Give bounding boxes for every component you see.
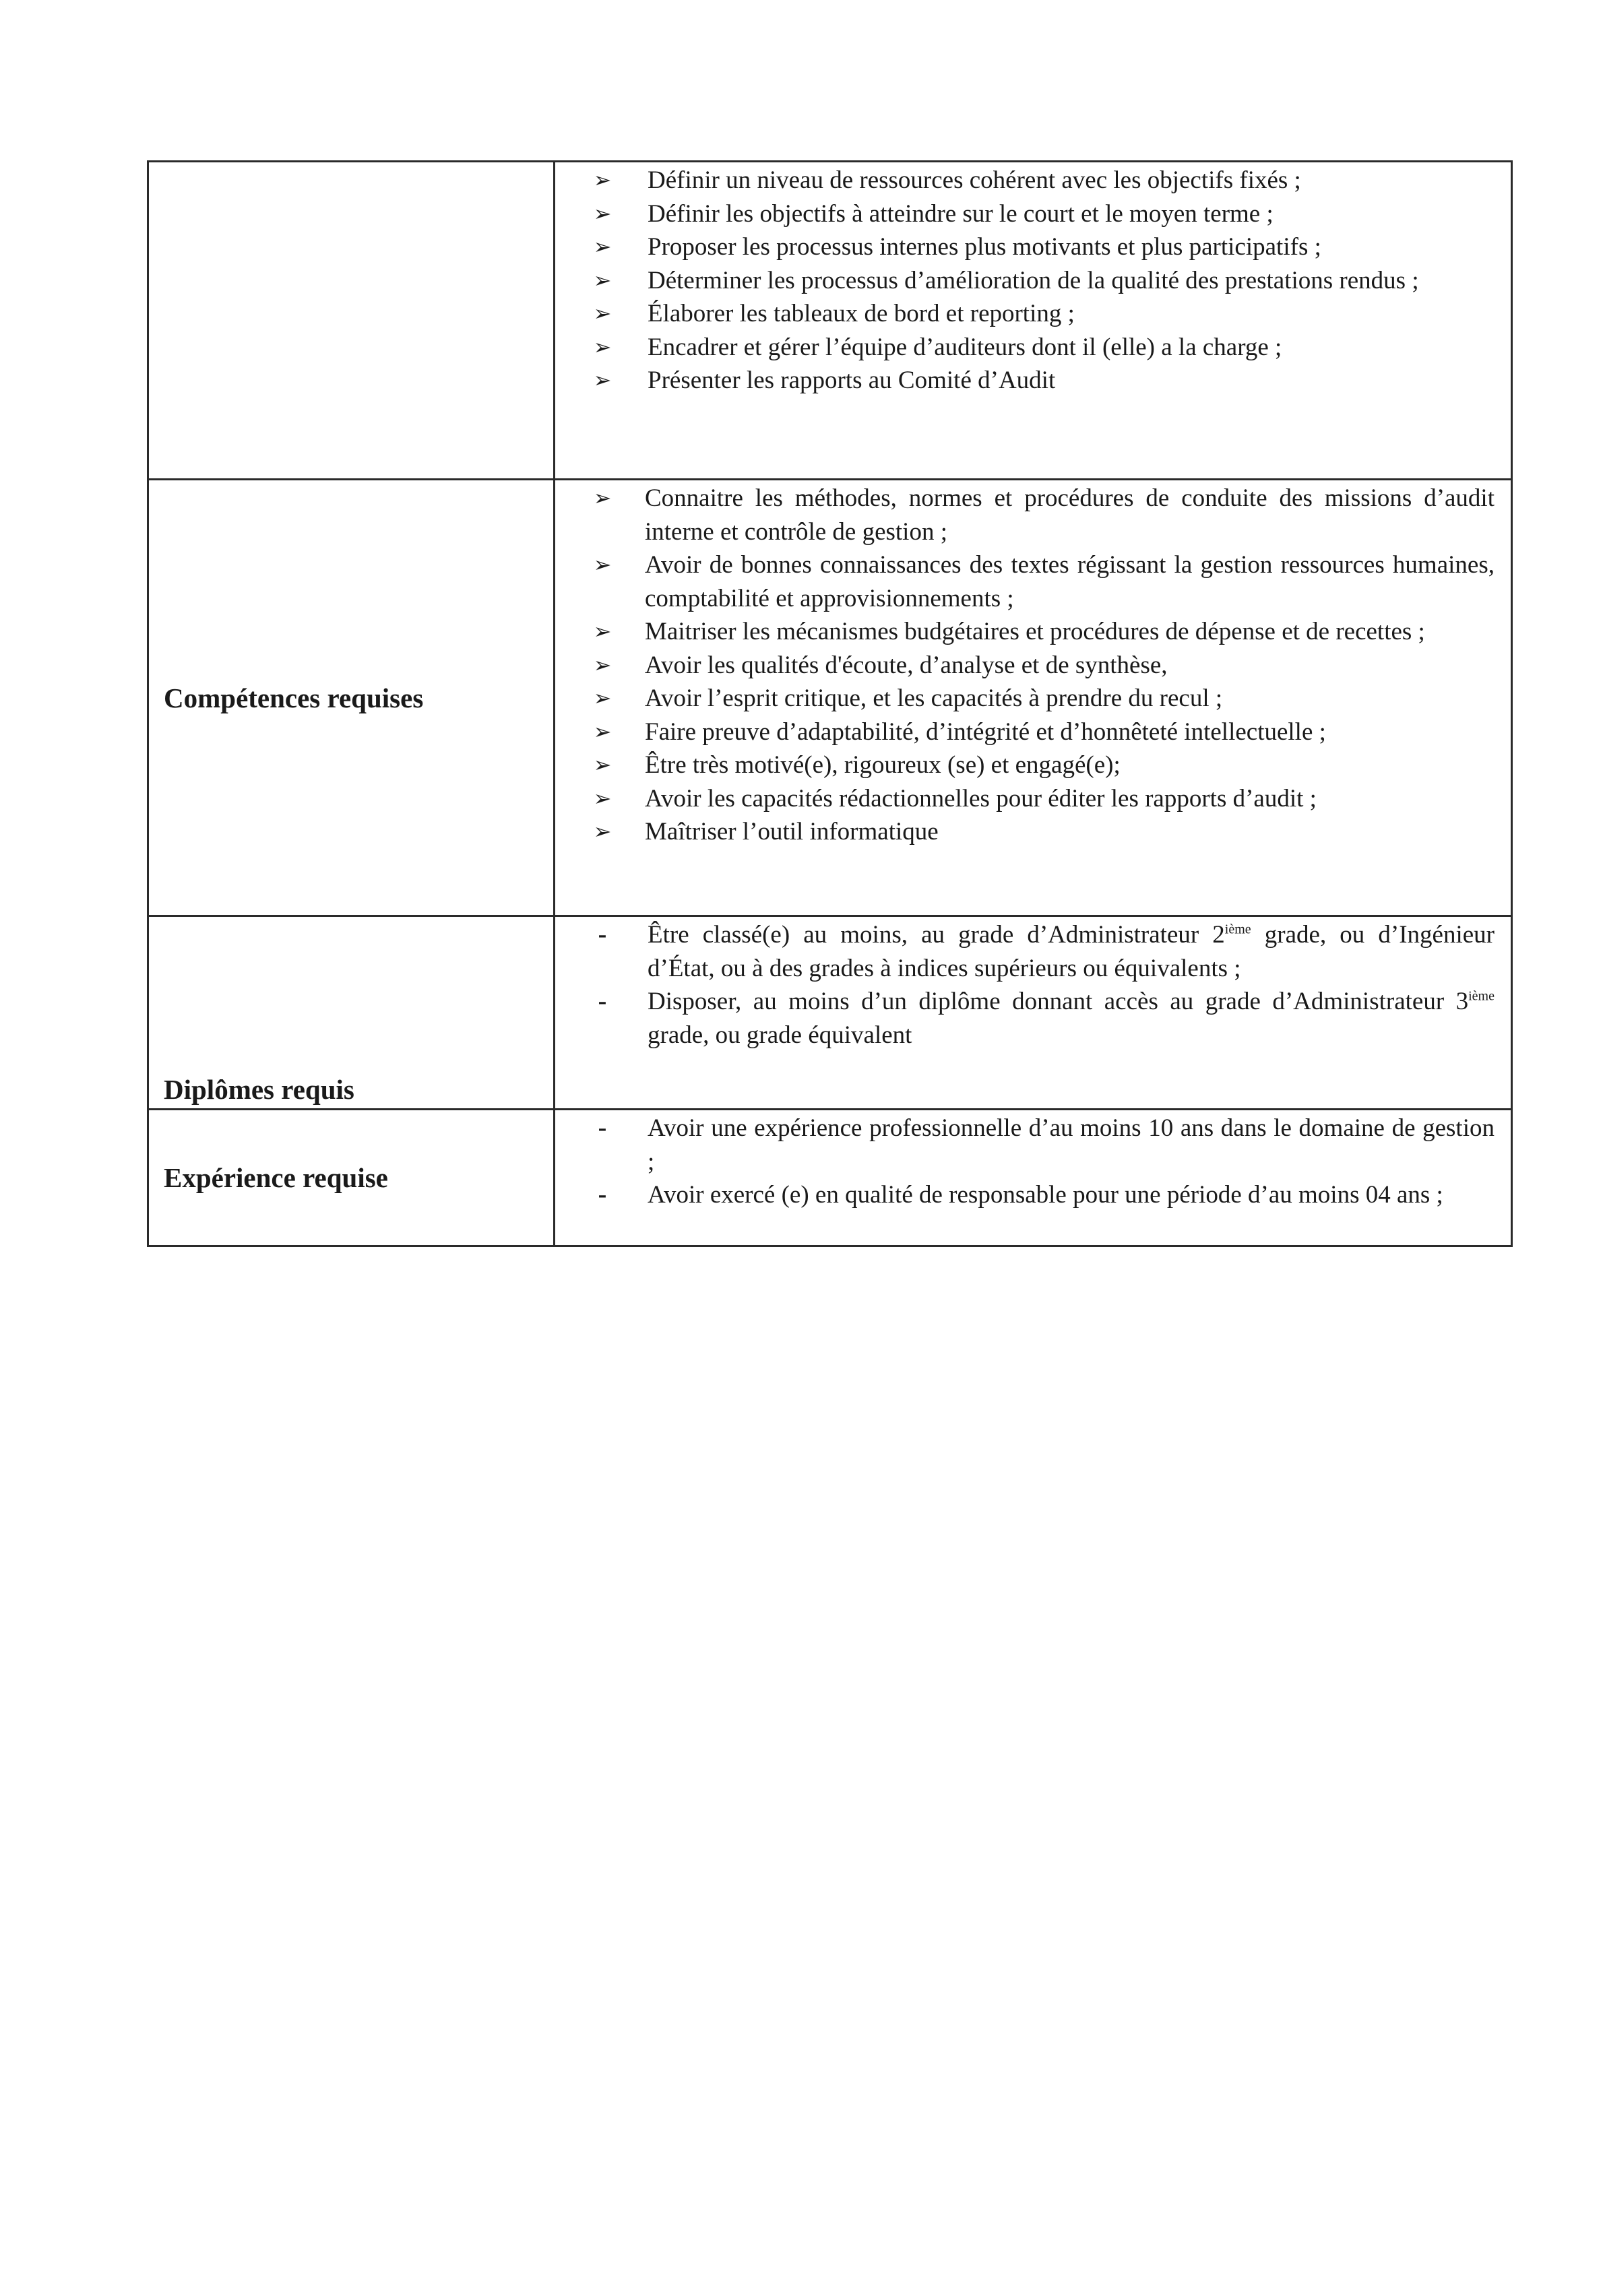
dash-bullet-icon: - <box>598 1114 607 1142</box>
arrow-bullet-icon: ➢ <box>593 785 612 811</box>
arrow-bullet-icon: ➢ <box>593 300 612 326</box>
list-item: - Être classé(e) au moins, au grade d’Administrateur 2ième grade, ou d’Ingénieur d’État, ou à des grades à indices supérieurs ou équivalents ; <box>555 918 1495 985</box>
arrow-bullet-icon: ➢ <box>593 367 612 393</box>
list-item: - Avoir une expérience professionnelle d’au moins 10 ans dans le domaine de gestion ; <box>555 1112 1495 1178</box>
list-item: ➢ Définir un niveau de ressources cohérent avec les objectifs fixés ; <box>555 164 1495 197</box>
list-item: ➢ Encadrer et gérer l’équipe d’auditeurs dont il (elle) a la charge ; <box>555 331 1495 364</box>
experience-label: Expérience requise <box>148 1110 555 1246</box>
arrow-bullet-icon: ➢ <box>593 485 612 511</box>
row-content-experience <box>555 1110 1512 1246</box>
table-row-diplomes <box>148 916 1512 1110</box>
list-item: ➢ Maitriser les mécanismes budgétaires et procédures de dépense et de recettes ; <box>555 615 1495 649</box>
dash-bullet-icon: - <box>598 987 607 1015</box>
arrow-bullet-icon: ➢ <box>593 552 612 577</box>
list-item: ➢ Connaitre les méthodes, normes et procédures de conduite des missions d’audit interne et contrôle de gestion ; <box>555 482 1495 548</box>
competences-list <box>555 480 1511 849</box>
list-item: ➢ Avoir de bonnes connaissances des textes régissant la gestion ressources humaines, comptabilité et approvisionnements ; <box>555 548 1495 615</box>
list-item: - Disposer, au moins d’un diplôme donnant accès au grade d’Administrateur 3ième grade, ou grade équivalent <box>555 985 1495 1052</box>
list-item: ➢ Maîtriser l’outil informatique <box>555 815 1495 849</box>
list-item: ➢ Déterminer les processus d’amélioration de la qualité des prestations rendus ; <box>555 264 1495 298</box>
arrow-bullet-icon: ➢ <box>593 167 612 193</box>
arrow-bullet-icon: ➢ <box>593 651 612 678</box>
arrow-bullet-icon: ➢ <box>593 200 612 226</box>
arrow-bullet-icon: ➢ <box>593 234 612 259</box>
diplomes-list <box>555 917 1511 1052</box>
list-item: ➢ Présenter les rapports au Comité d’Audit <box>555 364 1495 397</box>
table-row-experience <box>148 1110 1512 1246</box>
arrow-bullet-icon: ➢ <box>593 618 612 644</box>
arrow-bullet-icon: ➢ <box>593 333 612 360</box>
list-item: - Avoir exercé (e) en qualité de responsable pour une période d’au moins 04 ans ; <box>555 1178 1495 1212</box>
arrow-bullet-icon: ➢ <box>593 718 612 744</box>
arrow-bullet-icon: ➢ <box>593 752 612 777</box>
list-item: ➢ Avoir les qualités d'écoute, d’analyse et de synthèse, <box>555 649 1495 682</box>
dash-bullet-icon: - <box>598 920 607 949</box>
row-content-responsibilities <box>555 162 1512 480</box>
competences-label: Compétences requises <box>148 480 555 916</box>
row-label-empty <box>148 162 555 480</box>
job-requirements-table <box>147 160 1513 1247</box>
dash-bullet-icon: - <box>598 1180 607 1209</box>
row-content-diplomes <box>555 916 1512 1110</box>
table-row-responsibilities <box>148 162 1512 480</box>
arrow-bullet-icon: ➢ <box>593 267 612 293</box>
row-content-competences <box>555 480 1512 916</box>
arrow-bullet-icon: ➢ <box>593 819 612 844</box>
list-item: ➢ Proposer les processus internes plus motivants et plus participatifs ; <box>555 230 1495 264</box>
experience-list <box>555 1110 1511 1212</box>
list-item: ➢ Avoir l’esprit critique, et les capacités à prendre du recul ; <box>555 682 1495 715</box>
table-row-competences <box>148 480 1512 916</box>
list-item: ➢ Avoir les capacités rédactionnelles pour éditer les rapports d’audit ; <box>555 782 1495 816</box>
list-item: ➢ Faire preuve d’adaptabilité, d’intégrité et d’honnêteté intellectuelle ; <box>555 715 1495 749</box>
diplomes-label: Diplômes requis <box>148 916 555 1110</box>
list-item: ➢ Être très motivé(e), rigoureux (se) et engagé(e); <box>555 748 1495 782</box>
list-item: ➢ Définir les objectifs à atteindre sur le court et le moyen terme ; <box>555 197 1495 231</box>
arrow-bullet-icon: ➢ <box>593 685 612 711</box>
responsibilities-list <box>555 162 1511 397</box>
list-item: ➢ Élaborer les tableaux de bord et reporting ; <box>555 297 1495 331</box>
